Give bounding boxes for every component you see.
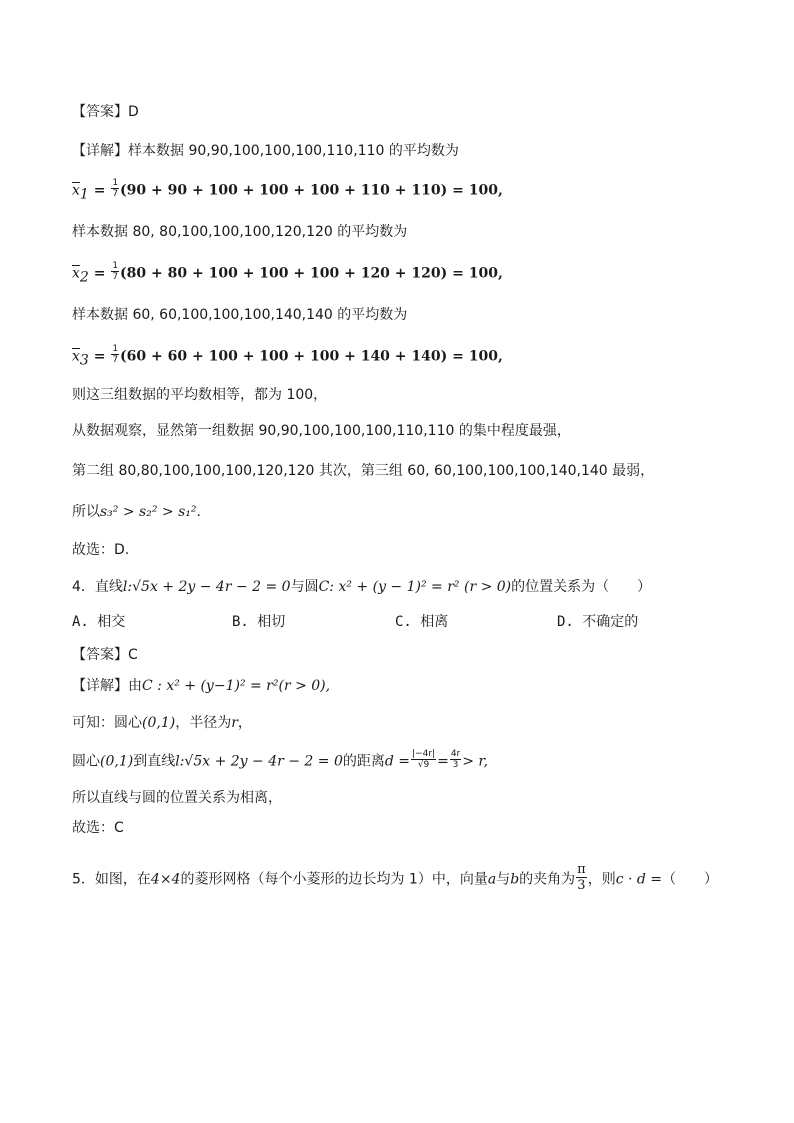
q3-sample2-intro: 样本数据 80, 80,100,100,100,120,120 的平均数为 (72, 224, 408, 240)
q4-option-c: C. 相离 (395, 614, 449, 630)
q3-detail-intro: 【详解】样本数据 90,90,100,100,100,110,110 的平均数为 (72, 143, 459, 159)
q3-mean1-formula: $\overline{x}_1$ = $\frac{1}{7}$ (90 + 90 + 100 + 100 + 100 + 110 + 110) = 100, (72, 178, 503, 203)
q4-distance: 圆心(0,1)到直线l:√5x + 2y − 4r − 2 = 0的距离d = $\frac{|-4r|}{√9}$ = $\frac{4r}{3}$ > r, (72, 749, 489, 770)
q3-mean2-formula: $\overline{x}_2$ = $\frac{1}{7}$ (80 + 80 + 100 + 100 + 100 + 120 + 120) = 100, (72, 261, 503, 286)
q5-stem: 5．如图，在4×4的菱形网格（每个小菱形的边长均为 1）中，向量a与b的夹角为 $\frac{\pi}{3}$ ，则c · d =（ ） (72, 862, 719, 893)
q3-second-third-line: 第二组 80,80,100,100,100,120,120 其次，第三组 60, 60,100,100,100,140,140 最弱， (72, 463, 655, 479)
q3-choose: 故选：D. (72, 542, 130, 558)
q4-option-b: B. 相切 (232, 614, 286, 630)
q4-option-a: A. 相交 (72, 614, 126, 630)
q3-sample3-intro: 样本数据 60, 60,100,100,100,140,140 的平均数为 (72, 307, 408, 323)
q4-option-d: D. 不确定的 (557, 614, 639, 630)
q4-answer: 【答案】C (72, 647, 138, 663)
q3-answer: 【答案】D (72, 104, 139, 120)
q3-observe-line: 从数据观察，显然第一组数据 90,90,100,100,100,110,110 的集中程度最强， (72, 423, 571, 439)
q4-stem: 4．直线l:√5x + 2y − 4r − 2 = 0与圆C: x² + (y − 1)² = r² (r > 0)的位置关系为（ ） (72, 579, 652, 595)
q3-equal-line: 则这三组数据的平均数相等，都为 100， (72, 387, 328, 403)
q4-detail: 【详解】由C : x² + (y−1)² = r²(r > 0), (72, 678, 331, 694)
q3-conclusion: 所以s₃² > s₂² > s₁². (72, 504, 201, 520)
q4-center-radius: 可知：圆心(0,1)，半径为r， (72, 715, 252, 731)
q4-relation-line: 所以直线与圆的位置关系为相离， (72, 790, 282, 806)
q3-mean3-formula: $\overline{x}_3$ = $\frac{1}{7}$ (60 + 60 + 100 + 100 + 100 + 140 + 140) = 100, (72, 344, 503, 369)
q4-choose: 故选：C (72, 820, 124, 836)
